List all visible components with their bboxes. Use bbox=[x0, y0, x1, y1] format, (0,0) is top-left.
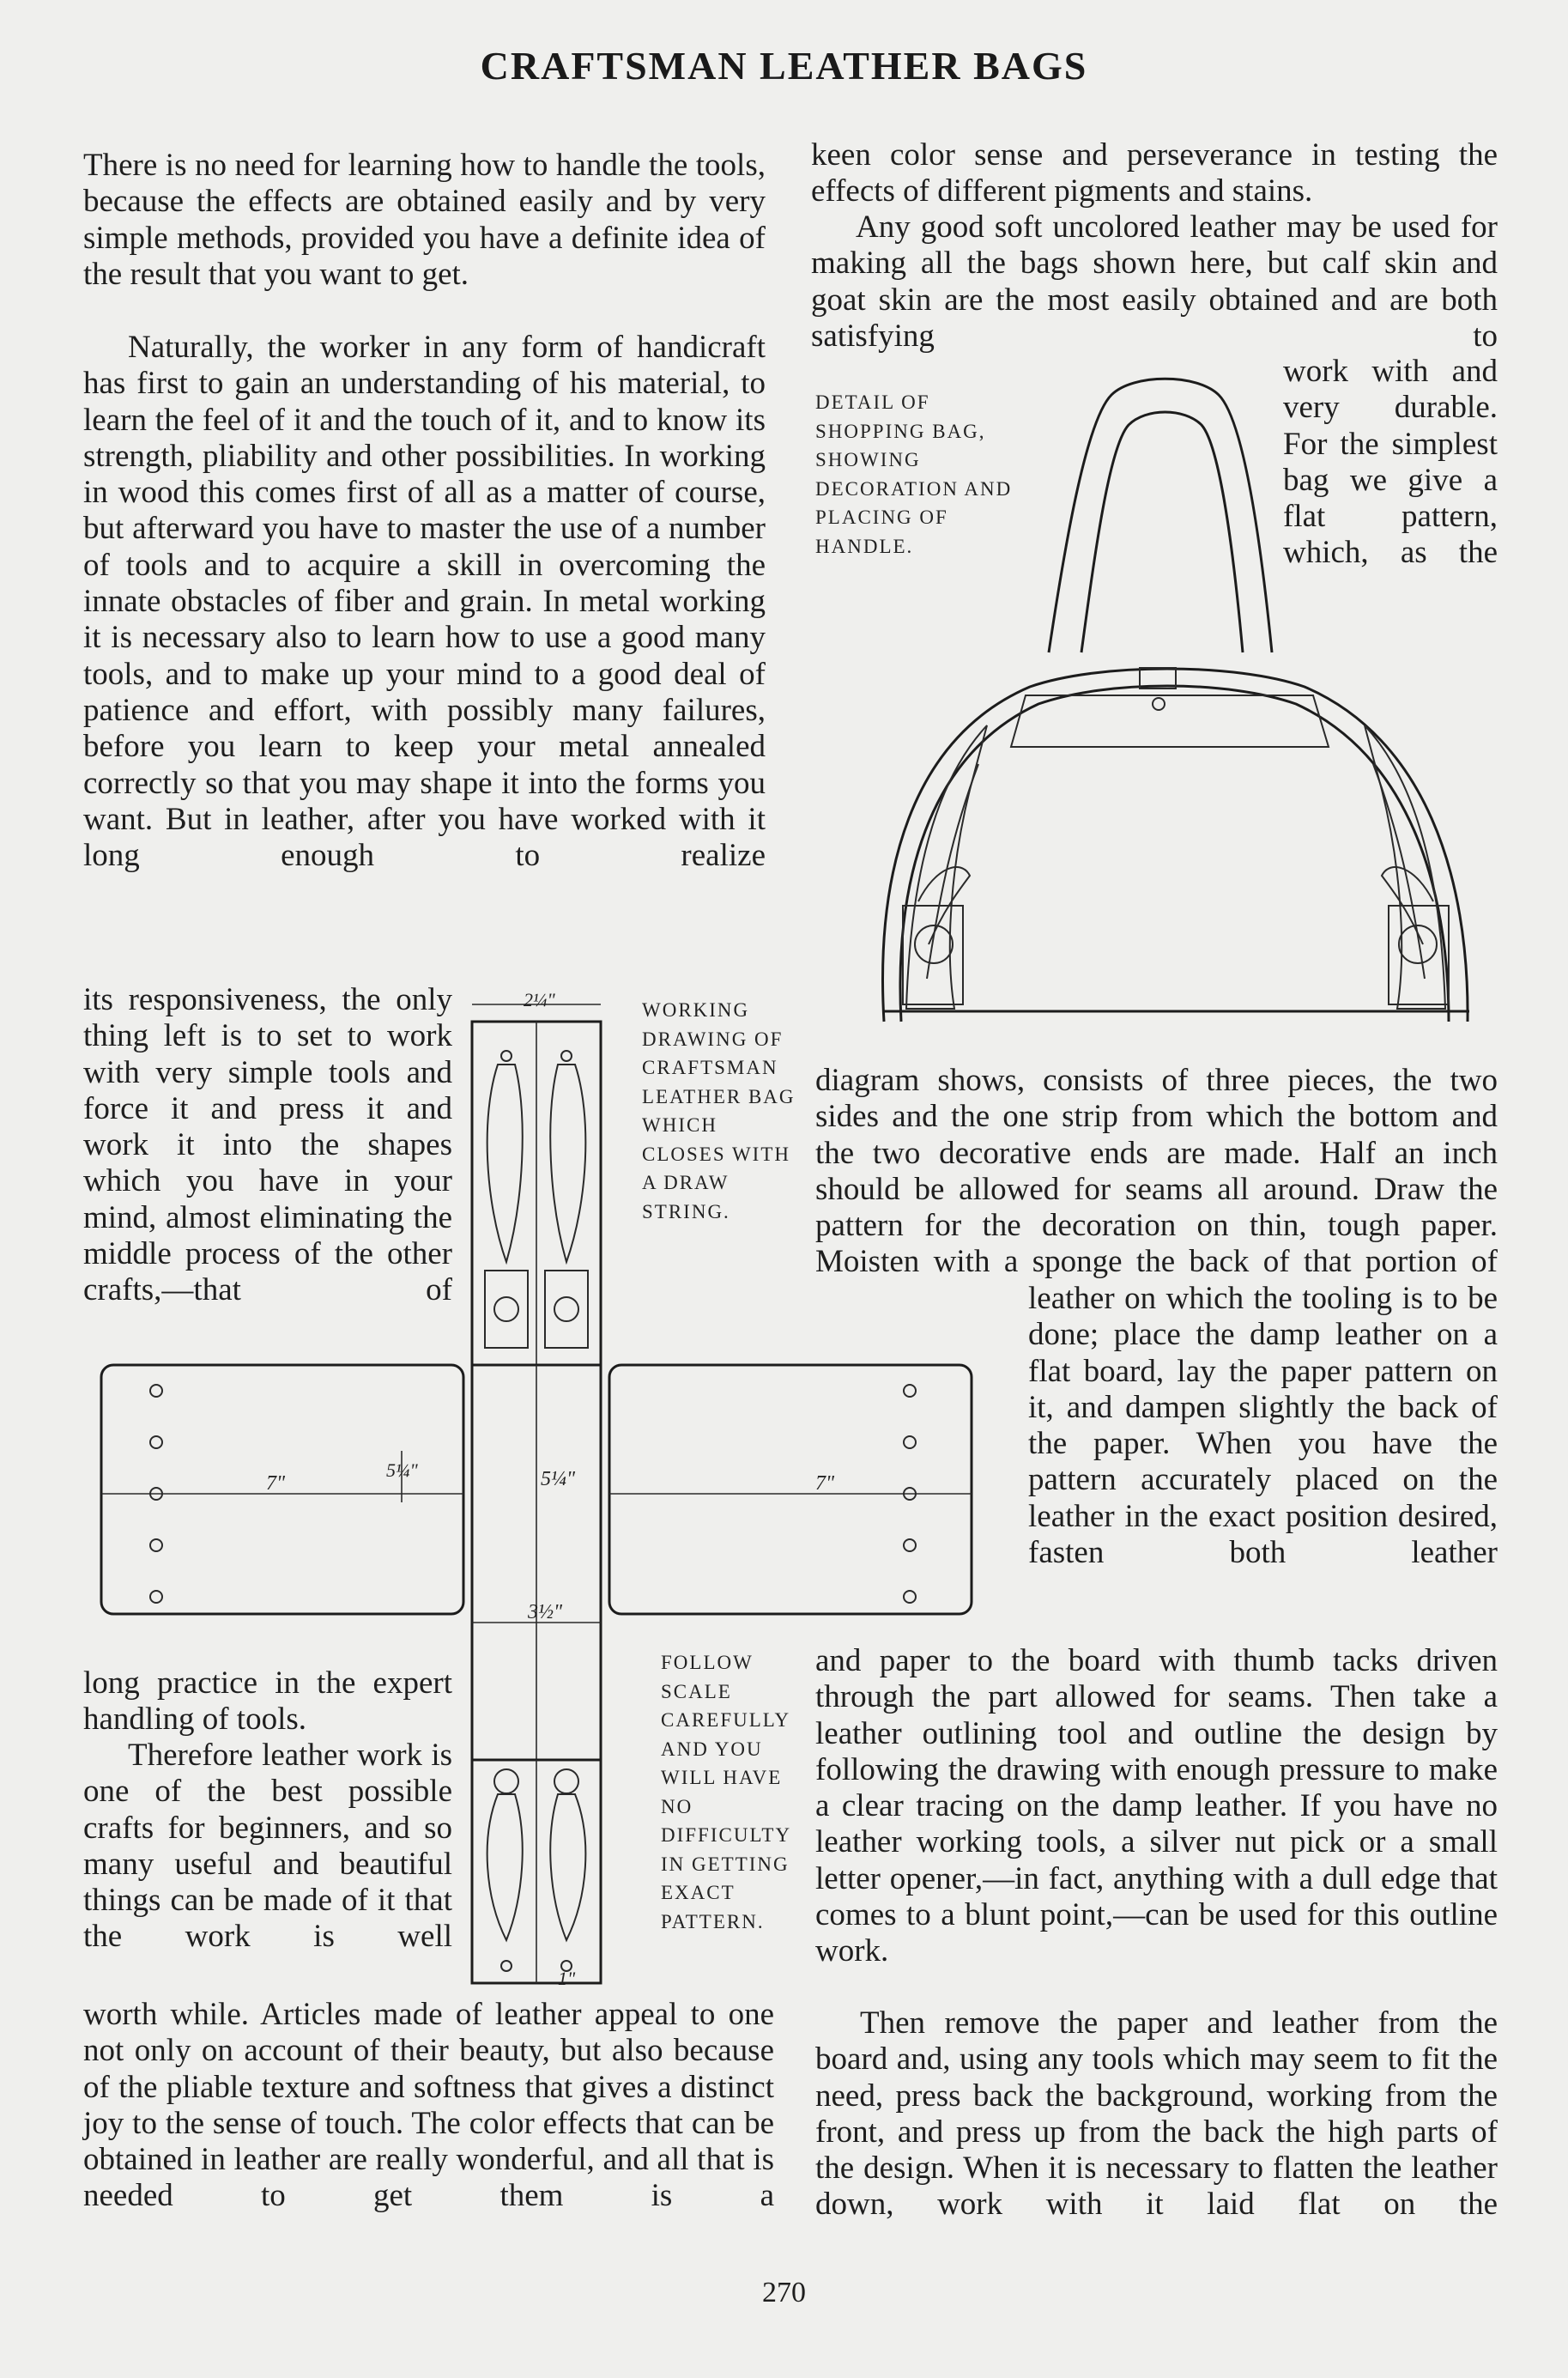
right-paragraph-2e: and paper to the board with thumb tacks driven through the part allowed for seams. Then take a leather outlining tool and outline the design by following the drawing with enough pressure to make a clear tracing on the damp leather. If you have no leather working tools, a silver nut pick or a small letter opener,—in fact, anything with a dull edge that comes to a blunt point,—can be used for this outline work. bbox=[815, 1643, 1498, 1969]
right-paragraph-2d: leather on which the tooling is to be done; place the damp leather on a flat board, lay the paper pattern on it, and dampen slightly the back of the paper. When you have the pattern accurately placed on the leather in the exact position desired, fasten both leather bbox=[1028, 1281, 1498, 1571]
left-paragraph-5: worth while. Articles made of leather appeal to one not only on account of their beauty, but also because of the pliable texture and softness that gives a distinct joy to the sense of touch. The color effects that can be obtained in leather are really wonderful, and all that is needed to get them is a bbox=[83, 1997, 774, 2214]
label-strip-width: 3½" bbox=[528, 1601, 563, 1623]
label-top-width: 2¼" bbox=[524, 989, 555, 1010]
page-number: 270 bbox=[762, 2277, 806, 2308]
running-head: CRAFTSMAN LEATHER BAGS bbox=[480, 44, 1088, 88]
caption-follow-scale: FOLLOW SCALE CAREFULLY AND YOU WILL HAVE NO DIFFICULTY IN GETTING EXACT PATTERN. bbox=[661, 1652, 791, 1932]
right-paragraph-1: keen color sense and perseverance in testing the effects of different pigments and stains. bbox=[811, 137, 1498, 209]
right-paragraph-2a: Any good soft uncolored leather may be used for making all the bags shown here, but calf skin and goat skin are the most easily obtained and are both satisfying to bbox=[811, 209, 1498, 354]
left-paragraph-3: long practice in the expert handling of tools. bbox=[83, 1665, 452, 1738]
left-paragraph-4: Therefore leather work is one of the best possible crafts for beginners, and so many useful and beautiful things can be made of it that the work is well bbox=[83, 1738, 452, 1955]
label-bottom-width: 1" bbox=[558, 1968, 576, 1989]
left-paragraph-2-continued: its responsiveness, the only thing left is to set to work with very simple tools and force it and press it and work it into the shapes which you have in your mind, almost eliminating the middle process of the other crafts,—that of bbox=[83, 982, 452, 1308]
right-paragraph-2b: work with and very durable. For the simplest bag we give a flat pattern, which, as the bbox=[1283, 354, 1498, 571]
label-side-height: 5¼" bbox=[386, 1459, 418, 1481]
left-paragraph-2: Naturally, the worker in any form of handicraft has first to gain an understanding of his material, to learn the feel of it and the touch of it, and to know its strength, pliability and other possibilities. In working in wood this comes first of all as a matter of course, but afterward you have to master the use of a number of tools and to acquire a skill in overcoming the innate obstacles of fiber and grain. In metal working it is necessary also to learn how to use a good many tools, and to make up your mind to a good deal of patience and effort, with possibly many failures, before you learn to keep your metal annealed correctly so that you may shape it into the forms you want. But in leather, after you have worked with it long enough to realize bbox=[83, 330, 766, 874]
label-side-width-right: 7" bbox=[815, 1472, 835, 1495]
shopping-bag-illustration bbox=[858, 343, 1485, 1013]
label-side-width-left: 7" bbox=[266, 1472, 286, 1495]
left-paragraph-1: There is no need for learning how to handle the tools, because the effects are obtained easily and by very simple methods, provided you have a definite idea of the result that you want to get. bbox=[83, 148, 766, 292]
right-paragraph-3: Then remove the paper and leather from the board and, using any tools which may seem to fit the need, press back the background, working from the front, and press up from the back the high parts of the design. When it is necessary to flatten the leather down, work with it laid flat on the bbox=[815, 2005, 1498, 2223]
caption-working-drawing: WORKING DRAWING OF CRAFTSMAN LEATHER BAG WHICH CLOSES WITH A DRAW STRING. bbox=[642, 999, 796, 1222]
label-strip-length: 5¼" bbox=[541, 1468, 576, 1490]
caption-shopping-bag: DETAIL OF SHOPPING BAG, SHOWING DECORATION AND PLACING OF HANDLE. bbox=[815, 391, 1013, 557]
working-drawing-pattern bbox=[94, 987, 1038, 2000]
right-paragraph-2c: diagram shows, consists of three pieces, the two sides and the one strip from which the bottom and the two decorative ends are made. Half an inch should be allowed for seams all around. Draw the pattern for the decoration on thin, tough paper. Moisten with a sponge the back of that portion of bbox=[815, 1063, 1498, 1280]
